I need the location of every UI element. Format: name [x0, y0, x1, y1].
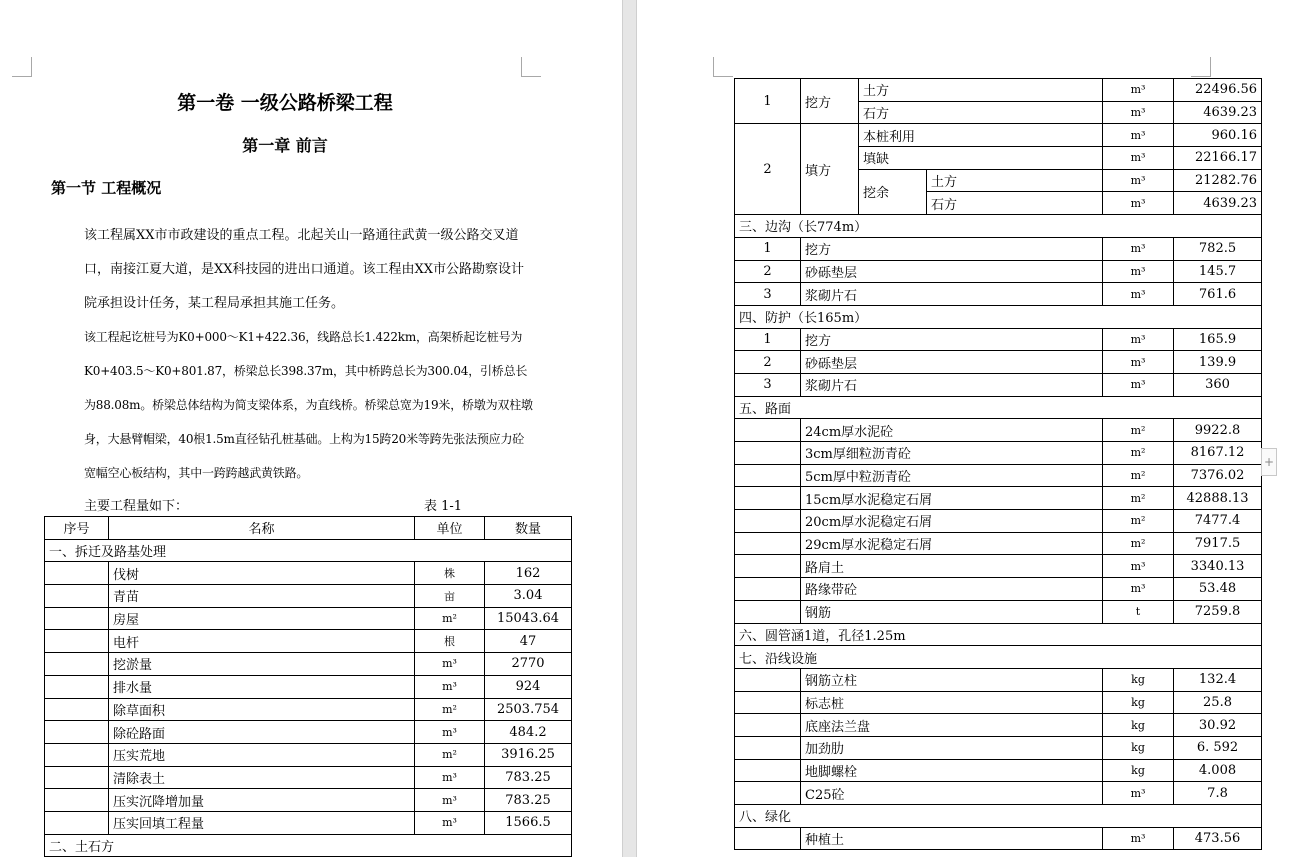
row-qty: 473.56: [1174, 827, 1262, 850]
margin-mark-top-right: [1191, 57, 1211, 77]
table-row: [735, 691, 1262, 714]
row-qty: 53.48: [1174, 578, 1262, 601]
row-no: 1: [735, 79, 801, 124]
row-name: 标志桩: [801, 691, 1103, 714]
row-unit: m³: [415, 721, 485, 744]
row-name: 压实回填工程量: [109, 811, 415, 834]
margin-mark-top-left: [713, 57, 733, 77]
table-row: [45, 698, 572, 721]
row-qty: 165.9: [1174, 328, 1262, 351]
row-subsubname: 土方: [927, 169, 1103, 192]
row-qty: 4.008: [1174, 759, 1262, 782]
row-no: [735, 736, 801, 759]
row-no: [45, 562, 109, 585]
row-qty: 8167.12: [1174, 442, 1262, 465]
row-unit: 株: [415, 562, 485, 585]
row-qty: 7477.4: [1174, 510, 1262, 533]
row-no: [45, 811, 109, 834]
table-body: [735, 215, 1262, 850]
section-row: [735, 305, 1262, 328]
table-row: [735, 714, 1262, 737]
row-qty: 7.8: [1174, 782, 1262, 805]
table-row: [735, 510, 1262, 533]
table-row: [45, 653, 572, 676]
row-qty: 924: [485, 675, 572, 698]
volume-title: 第一卷 一级公路桥梁工程: [177, 92, 393, 114]
row-no: [735, 600, 801, 623]
document-page-right: [637, 0, 1293, 857]
row-qty: 3340.13: [1174, 555, 1262, 578]
table-row: [45, 585, 572, 608]
table-row: [735, 260, 1262, 283]
row-subname: 填缺: [859, 147, 1103, 170]
row-qty: 22496.56: [1174, 79, 1262, 102]
row-unit: m³: [415, 653, 485, 676]
row-no: [735, 668, 801, 691]
row-unit: m²: [1103, 464, 1174, 487]
row-qty: 30.92: [1174, 714, 1262, 737]
row-unit: m³: [1103, 237, 1174, 260]
row-no: [735, 578, 801, 601]
row-no: [735, 691, 801, 714]
table-row: [735, 373, 1262, 396]
row-no: 2: [735, 124, 801, 215]
row-unit: m³: [1103, 260, 1174, 283]
table-row: [735, 782, 1262, 805]
row-unit: m²: [1103, 442, 1174, 465]
row-name: 20cm厚水泥稳定石屑: [801, 510, 1103, 533]
caption-text: 主要工程量如下：: [84, 499, 189, 514]
add-icon[interactable]: +: [1261, 448, 1277, 476]
table-caption: [84, 495, 484, 514]
row-name: 钢筋立柱: [801, 668, 1103, 691]
section-label: 八、绿化: [735, 805, 1262, 828]
table-row: [45, 630, 572, 653]
section-label: 五、路面: [735, 396, 1262, 419]
row-no: 1: [735, 237, 801, 260]
section-label: 四、防护（长165m）: [735, 305, 1262, 328]
row-unit: m³: [1103, 79, 1174, 102]
section-label: 二、土石方: [45, 834, 572, 857]
row-name: 青苗: [109, 585, 415, 608]
row-no: [45, 721, 109, 744]
row-no: [735, 555, 801, 578]
row-no: [735, 510, 801, 533]
row-name: 填方: [801, 124, 859, 215]
row-subname: 土方: [859, 79, 1103, 102]
table-number: 表 1-1: [424, 499, 463, 514]
row-unit: m²: [1103, 532, 1174, 555]
row-no: [45, 766, 109, 789]
table-row: [735, 442, 1262, 465]
row-no: [735, 442, 801, 465]
row-name: 路缘带砼: [801, 578, 1103, 601]
row-name: 加劲肋: [801, 736, 1103, 759]
row-no: [735, 714, 801, 737]
row-name: 挖方: [801, 237, 1103, 260]
row-no: [45, 630, 109, 653]
table-row: [735, 532, 1262, 555]
row-name: 浆砌片石: [801, 283, 1103, 306]
row-name: 29cm厚水泥稳定石屑: [801, 532, 1103, 555]
row-qty: 7917.5: [1174, 532, 1262, 555]
row-unit: m³: [1103, 101, 1174, 124]
row-unit: m³: [1103, 555, 1174, 578]
row-qty: 2503.754: [485, 698, 572, 721]
row-qty: 7376.02: [1174, 464, 1262, 487]
document-page-left: [0, 0, 622, 857]
row-unit: m²: [1103, 510, 1174, 533]
row-unit: m²: [415, 743, 485, 766]
row-unit: m²: [1103, 487, 1174, 510]
row-name: 底座法兰盘: [801, 714, 1103, 737]
table-row: [735, 600, 1262, 623]
row-qty: 4639.23: [1174, 192, 1262, 215]
row-qty: 22166.17: [1174, 147, 1262, 170]
row-unit: m³: [415, 811, 485, 834]
table-row: [735, 351, 1262, 374]
row-name: 房屋: [109, 607, 415, 630]
row-unit: m³: [1103, 782, 1174, 805]
row-unit: m³: [1103, 124, 1174, 147]
row-subsubname: 石方: [927, 192, 1103, 215]
row-qty: 960.16: [1174, 124, 1262, 147]
row-qty: 145.7: [1174, 260, 1262, 283]
row-no: [45, 675, 109, 698]
row-unit: m³: [1103, 578, 1174, 601]
row-name: 挖方: [801, 79, 859, 124]
row-qty: 21282.76: [1174, 169, 1262, 192]
table-row: [735, 668, 1262, 691]
row-name: 清除表土: [109, 766, 415, 789]
row-qty: 47: [485, 630, 572, 653]
row-no: [45, 585, 109, 608]
row-name: 除草面积: [109, 698, 415, 721]
row-unit: m³: [1103, 192, 1174, 215]
section-row: [735, 396, 1262, 419]
row-name: 钢筋: [801, 600, 1103, 623]
row-qty: 42888.13: [1174, 487, 1262, 510]
row-unit: kg: [1103, 759, 1174, 782]
row-name: 浆砌片石: [801, 373, 1103, 396]
row-unit: kg: [1103, 691, 1174, 714]
row-name: 排水量: [109, 675, 415, 698]
row-no: [45, 698, 109, 721]
row-unit: m²: [415, 698, 485, 721]
section-row: [735, 623, 1262, 646]
row-subname: 挖余: [859, 169, 927, 214]
section-label: 七、沿线设施: [735, 646, 1262, 669]
row-unit: m³: [1103, 351, 1174, 374]
row-name: 除砼路面: [109, 721, 415, 744]
table-row: [735, 487, 1262, 510]
table-row: [45, 562, 572, 585]
row-name: 地脚螺栓: [801, 759, 1103, 782]
row-no: [735, 419, 801, 442]
row-qty: 3916.25: [485, 743, 572, 766]
section-row: [45, 539, 572, 562]
row-qty: 2770: [485, 653, 572, 676]
row-no: 1: [735, 328, 801, 351]
row-name: 15cm厚水泥稳定石屑: [801, 487, 1103, 510]
quantities-table-left: [44, 516, 572, 857]
header-unit: 单位: [415, 517, 485, 540]
row-name: 3cm厚细粒沥青砼: [801, 442, 1103, 465]
row-unit: kg: [1103, 668, 1174, 691]
row-unit: m³: [1103, 827, 1174, 850]
row-name: 挖方: [801, 328, 1103, 351]
section-row: [735, 215, 1262, 238]
row-name: 5cm厚中粒沥青砼: [801, 464, 1103, 487]
margin-mark-top-left: [12, 57, 32, 77]
row-name: 砂砾垫层: [801, 260, 1103, 283]
table-row: [45, 743, 572, 766]
row-unit: m³: [1103, 328, 1174, 351]
header-name: 名称: [109, 517, 415, 540]
overview-paragraph-1[interactable]: 该工程属XX市市政建设的重点工程。北起关山一路通往武黄一级公路交叉道口，南接江夏大道，是XX科技园的进出口通道。该工程由XX市公路勘察设计院承担设计任务，某工程局承担其施工任务。: [84, 228, 525, 311]
table-row: [45, 607, 572, 630]
row-qty: 761.6: [1174, 283, 1262, 306]
table-header-row: [45, 517, 572, 540]
margin-mark-top-right: [521, 57, 541, 77]
header-qty: 数量: [485, 517, 572, 540]
row-no: [735, 782, 801, 805]
table-row: [735, 237, 1262, 260]
row-unit: kg: [1103, 714, 1174, 737]
row-name: 伐树: [109, 562, 415, 585]
row-name: 压实荒地: [109, 743, 415, 766]
row-no: 2: [735, 260, 801, 283]
row-unit: m³: [415, 675, 485, 698]
row-qty: 9922.8: [1174, 419, 1262, 442]
row-no: 3: [735, 373, 801, 396]
section-label: 六、圆管涵1道，孔径1.25m: [735, 623, 1262, 646]
page-gutter: [622, 0, 637, 857]
row-unit: kg: [1103, 736, 1174, 759]
row-name: 挖淤量: [109, 653, 415, 676]
row-qty: 139.9: [1174, 351, 1262, 374]
table-row: [45, 721, 572, 744]
row-name: 24cm厚水泥砼: [801, 419, 1103, 442]
row-qty: 6. 592: [1174, 736, 1262, 759]
table-row: [735, 124, 1262, 147]
table-row: [735, 79, 1262, 102]
section-row: [45, 834, 572, 857]
row-qty: 3.04: [485, 585, 572, 608]
row-qty: 162: [485, 562, 572, 585]
table-row: [735, 827, 1262, 850]
row-no: [735, 827, 801, 850]
row-no: [735, 759, 801, 782]
row-qty: 25.8: [1174, 691, 1262, 714]
row-unit: m³: [1103, 283, 1174, 306]
row-unit: m³: [415, 766, 485, 789]
row-no: [45, 653, 109, 676]
row-qty: 783.25: [485, 766, 572, 789]
section-row: [735, 805, 1262, 828]
row-unit: 根: [415, 630, 485, 653]
quantities-table-right: [734, 78, 1262, 850]
row-no: [45, 743, 109, 766]
row-qty: 132.4: [1174, 668, 1262, 691]
row-no: [735, 464, 801, 487]
table-row: [45, 811, 572, 834]
row-name: 种植土: [801, 827, 1103, 850]
row-qty: 783.25: [485, 789, 572, 812]
table-row: [735, 555, 1262, 578]
row-qty: 15043.64: [485, 607, 572, 630]
table-row: [735, 736, 1262, 759]
row-no: [45, 607, 109, 630]
row-qty: 4639.23: [1174, 101, 1262, 124]
section-label: 一、拆迁及路基处理: [45, 539, 572, 562]
table-row: [735, 578, 1262, 601]
row-qty: 7259.8: [1174, 600, 1262, 623]
row-no: 3: [735, 283, 801, 306]
table-row: [735, 419, 1262, 442]
row-no: [45, 789, 109, 812]
row-unit: m³: [415, 789, 485, 812]
row-name: 砂砾垫层: [801, 351, 1103, 374]
row-qty: 484.2: [485, 721, 572, 744]
row-name: 路肩土: [801, 555, 1103, 578]
row-qty: 360: [1174, 373, 1262, 396]
section-label: 三、边沟（长774m）: [735, 215, 1262, 238]
row-no: [735, 532, 801, 555]
row-name: C25砼: [801, 782, 1103, 805]
row-subname: 石方: [859, 101, 1103, 124]
row-qty: 1566.5: [485, 811, 572, 834]
row-subname: 本桩利用: [859, 124, 1103, 147]
row-no: [735, 487, 801, 510]
table-row: [735, 759, 1262, 782]
section-row: [735, 646, 1262, 669]
row-unit: 亩: [415, 585, 485, 608]
table-row: [735, 464, 1262, 487]
table-row: [45, 675, 572, 698]
table-row: [735, 328, 1262, 351]
table-body: [45, 562, 572, 834]
row-no: 2: [735, 351, 801, 374]
chapter-title: 第一章 前言: [242, 136, 328, 155]
row-unit: m³: [1103, 147, 1174, 170]
row-unit: m³: [1103, 373, 1174, 396]
table-row: [45, 766, 572, 789]
overview-paragraph-2[interactable]: 该工程起讫桩号为K0+000～K1+422.36，线路总长1.422km，高架桥起讫桩号为K0+403.5～K0+801.87，桥梁总长398.37m，其中桥跨总长为300.04，引桥总长为88.08m。桥梁总体结构为简支梁体系，为直线桥。桥梁总宽为19米，桥墩为双柱墩身，大悬臂帽梁，40根1.5m直径钻孔桩基础。上构为15跨20米等跨先张法预应力砼宽幅空心板结构，其中一跨跨越武黄铁路。: [84, 330, 533, 480]
row-name: 压实沉降增加量: [109, 789, 415, 812]
row-unit: m³: [1103, 169, 1174, 192]
row-unit: m²: [415, 607, 485, 630]
row-unit: m²: [1103, 419, 1174, 442]
row-name: 电杆: [109, 630, 415, 653]
row-unit: t: [1103, 600, 1174, 623]
header-no: 序号: [45, 517, 109, 540]
row-qty: 782.5: [1174, 237, 1262, 260]
table-row: [735, 283, 1262, 306]
table-row: [45, 789, 572, 812]
section-title: 第一节 工程概况: [51, 179, 162, 197]
